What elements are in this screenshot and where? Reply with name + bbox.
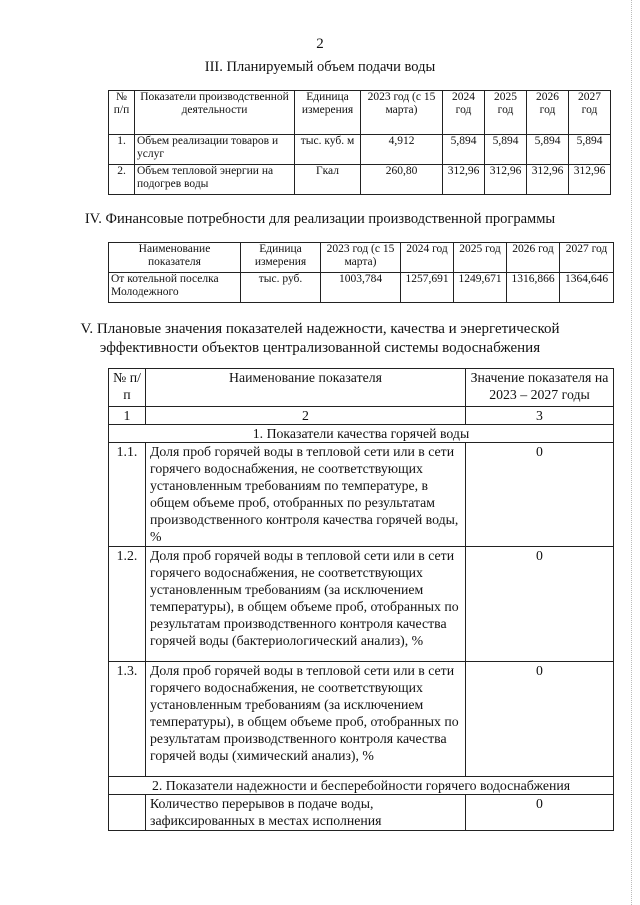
header-cell: № п/п [109,91,135,135]
table-cell: 0 [466,795,614,831]
table-cell: Доля проб горячей воды в тепловой сети или в сети горячего водоснабжения, не соответствующих установленным требованиям (за исключением температуры), в общем объеме проб, отобранных по результатам производственного контроля качества горячей воды (бактериологический анализ), % [146,547,466,662]
financial-needs-table [108,242,614,303]
header-cell: 2026 год [507,243,560,273]
table-cell: Доля проб горячей воды в тепловой сети или в сети горячего водоснабжения, не соответствующих установленным требованиям (за исключением температуры), в общем объеме проб, отобранных по результатам производственного контроля качества горячей воды (химический анализ), % [146,662,466,777]
table-cell: 5,894 [485,135,527,165]
table-cell: 312,96 [569,165,611,195]
table-row [109,795,614,831]
section3-title: III. Планируемый объем подачи воды [204,59,436,75]
column-index-row [109,407,614,425]
table-cell: 1257,691 [401,273,454,303]
header-cell: Единица измерения [241,243,321,273]
header-cell: 2024 год [443,91,485,135]
table-row [109,165,611,195]
table-cell: 312,96 [527,165,569,195]
table-cell: Гкал [295,165,361,195]
table-cell: 1. [109,135,135,165]
table-cell: 260,80 [361,165,443,195]
reliability-indicators-table [108,368,614,831]
table-row [109,135,611,165]
water-supply-table [108,90,611,195]
header-cell: 2027 год [569,91,611,135]
table-cell: 5,894 [569,135,611,165]
header-cell: 2023 год (с 15 марта) [321,243,401,273]
table-cell: 4,912 [361,135,443,165]
table-row [109,443,614,547]
header-cell: 2023 год (с 15 марта) [361,91,443,135]
header-cell: 2025 год [485,91,527,135]
table-cell: тыс. куб. м [295,135,361,165]
table-cell [109,795,146,831]
table-cell: 0 [466,547,614,662]
table-cell: 5,894 [527,135,569,165]
header-cell: 2026 год [527,91,569,135]
header-cell: 2025 год [454,243,507,273]
scan-edge-divider [631,0,632,905]
table-row [109,547,614,662]
index-cell: 3 [466,407,614,425]
table-cell: 1364,646 [560,273,614,303]
header-cell: № п/п [109,369,146,407]
table-row [109,662,614,777]
table-cell: 1249,671 [454,273,507,303]
table-cell: 0 [466,662,614,777]
header-cell: Показатели производственной деятельности [135,91,295,135]
group-header-row [109,777,614,795]
table-cell: 0 [466,443,614,547]
table-cell: тыс. руб. [241,273,321,303]
group-header-row [109,425,614,443]
table-row [109,273,614,303]
header-cell: Значение показателя на 2023 – 2027 годы [466,369,614,407]
table-cell: 312,96 [485,165,527,195]
header-cell: Единица измерения [295,91,361,135]
index-cell: 2 [146,407,466,425]
table-cell: Объем реализации товаров и услуг [135,135,295,165]
section5-title-line2: эффективности объектов централизованной системы водоснабжения [99,340,541,356]
table-cell: 1.2. [109,547,146,662]
table-header-row [109,91,611,135]
table-cell: 1.3. [109,662,146,777]
index-cell: 1 [109,407,146,425]
page-number: 2 [316,36,324,52]
header-cell: 2024 год [401,243,454,273]
header-cell: Наименование показателя [146,369,466,407]
table-cell: Доля проб горячей воды в тепловой сети или в сети горячего водоснабжения, не соответствующих установленным требованиям по температуре, в общем объеме проб, отобранных по результатам производственного контроля качества горячей воды, % [146,443,466,547]
section5-title-line1: V. Плановые значения показателей надежности, качества и энергетической [80,321,560,337]
table-cell: Объем тепловой энергии на подогрев воды [135,165,295,195]
table-cell: 1.1. [109,443,146,547]
table-cell: 5,894 [443,135,485,165]
table-header-row [109,243,614,273]
table-cell: 2. [109,165,135,195]
group-title: 1. Показатели качества горячей воды [109,425,614,443]
section4-title: IV. Финансовые потребности для реализации производственной программы [84,211,556,227]
table-cell: От котельной поселка Молодежного [109,273,241,303]
table-cell: 1316,866 [507,273,560,303]
table-cell: 1003,784 [321,273,401,303]
table-header-row [109,369,614,407]
header-cell: Наименование показателя [109,243,241,273]
table-cell: Количество перерывов в подаче воды, зафиксированных в местах исполнения [146,795,466,831]
header-cell: 2027 год [560,243,614,273]
group-title: 2. Показатели надежности и бесперебойности горячего водоснабжения [109,777,614,795]
table-cell: 312,96 [443,165,485,195]
